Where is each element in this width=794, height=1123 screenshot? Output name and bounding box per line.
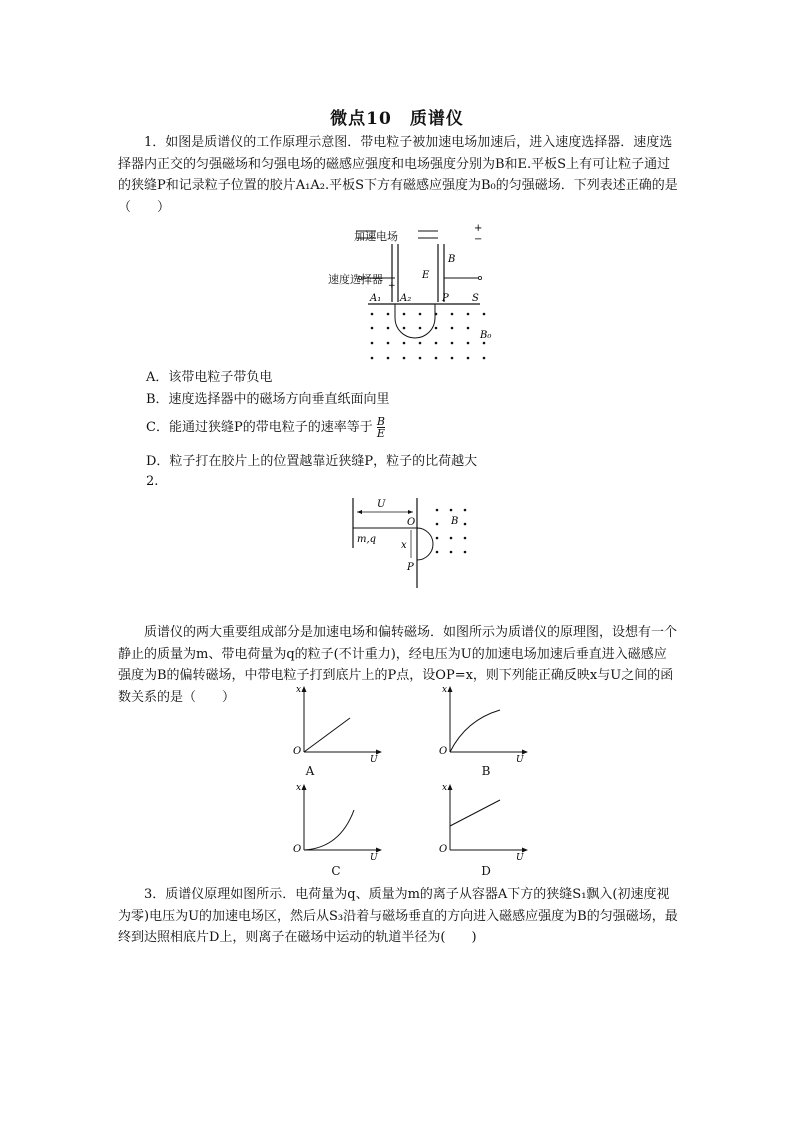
q1-option-a[interactable]: A．该带电粒子带负电: [146, 370, 273, 385]
svg-text:U: U: [370, 755, 378, 762]
svg-text:O: O: [439, 844, 448, 855]
q2-O: O: [407, 517, 416, 528]
svg-text:x: x: [442, 685, 448, 695]
q2-graph-c[interactable]: [290, 782, 382, 860]
q1-minus-top: −: [474, 234, 483, 245]
svg-text:x: x: [296, 685, 302, 695]
q1-plus-left: +: [388, 281, 396, 291]
q2-B: B: [451, 516, 459, 527]
q1-option-c-text: C．能通过狭缝P的带电粒子的速率等于: [146, 420, 373, 435]
q1-E: E: [422, 270, 430, 281]
svg-text:x: x: [442, 783, 448, 793]
svg-text:O: O: [439, 746, 448, 757]
q1-stem: 1．如图是质谱仪的工作原理示意图．带电粒子被加速电场加速后，进入速度选择器．速度选择器内正交的匀强磁场和匀强电场的磁感应强度和电场强度分别为B和E.平板S上有可让粒子通过的狭缝P和记录粒子位置的胶片A₁A₂.平板S下方有磁感应强度为B₀的匀强磁场．下列表述正确的是（ ）: [118, 135, 678, 215]
page-title: 微点10 质谱仪: [330, 109, 464, 129]
q1-B0: B₀: [480, 330, 492, 341]
q2-U: U: [377, 499, 386, 510]
q1-frac-den: E: [376, 427, 385, 440]
q1-S: S: [472, 293, 479, 304]
q2-figure: [345, 490, 485, 590]
q1-label-selector: 速度选择器: [328, 273, 383, 286]
q2-graph-d[interactable]: [436, 782, 528, 860]
svg-text:x: x: [296, 783, 302, 793]
q2-graph-d-label[interactable]: D: [481, 864, 491, 878]
q1-A2: A₂: [400, 293, 412, 304]
q1-plus-top: +: [474, 223, 483, 234]
q1-field-dots: [371, 313, 486, 360]
graph-b-curve: [450, 710, 500, 752]
graph-a-curve: [304, 718, 350, 752]
q1-option-c-fraction: [377, 416, 385, 439]
q1-B: B: [448, 254, 456, 265]
q2-P: P: [407, 562, 414, 573]
q2-x: x: [401, 540, 407, 551]
q1-option-c[interactable]: [146, 416, 385, 439]
q1-option-d[interactable]: D．粒子打在胶片上的位置越靠近狭缝P，粒子的比荷越大: [146, 454, 478, 469]
svg-text:O: O: [293, 746, 302, 757]
q1-figure: [320, 222, 500, 368]
q2-number: 2.: [146, 474, 159, 489]
q2-graph-b[interactable]: [436, 684, 528, 762]
q2-graph-a[interactable]: [290, 684, 382, 762]
q2-graph-a-label[interactable]: A: [305, 764, 315, 778]
q1-frac-num: B: [376, 415, 385, 428]
svg-text:U: U: [370, 853, 378, 860]
q1-option-b[interactable]: B．速度选择器中的磁场方向垂直纸面向里: [146, 392, 390, 407]
svg-text:U: U: [516, 853, 524, 860]
q2-stem: 质谱仪的两大重要组成部分是加速电场和偏转磁场．如图所示为质谱仪的原理图，设想有一个静止的质量为m、带电荷量为q的粒子(不计重力)，经电压为U的加速电场加速后垂直进入磁感应强度为B的偏转磁场，中带电粒子打到底片上的P点，设OP=x，则下列能正确反映x与U之间的函数关系的是（ ）: [118, 625, 678, 705]
svg-text:U: U: [516, 755, 524, 762]
q3-stem: 3．质谱仪原理如图所示．电荷量为q、质量为m的离子从容器A下方的狭缝S₁飘入(初速度视为零)电压为U的加速电场区，然后从S₃沿着与磁场垂直的方向进入磁感应强度为B的匀强磁场，最终到达照相底片D上，则离子在磁场中运动的轨道半径为( ): [118, 887, 678, 945]
svg-text:O: O: [293, 844, 302, 855]
q2-graph-b-label[interactable]: B: [481, 764, 491, 778]
q1-label-accel: 加速电场: [354, 230, 398, 243]
graph-d-curve: [450, 800, 500, 826]
q1-P: P: [442, 293, 449, 304]
q2-mq: m,q: [357, 534, 377, 545]
graph-c-curve: [304, 810, 354, 850]
q1-A1: A₁: [370, 293, 382, 304]
q2-graph-c-label[interactable]: C: [331, 864, 341, 878]
